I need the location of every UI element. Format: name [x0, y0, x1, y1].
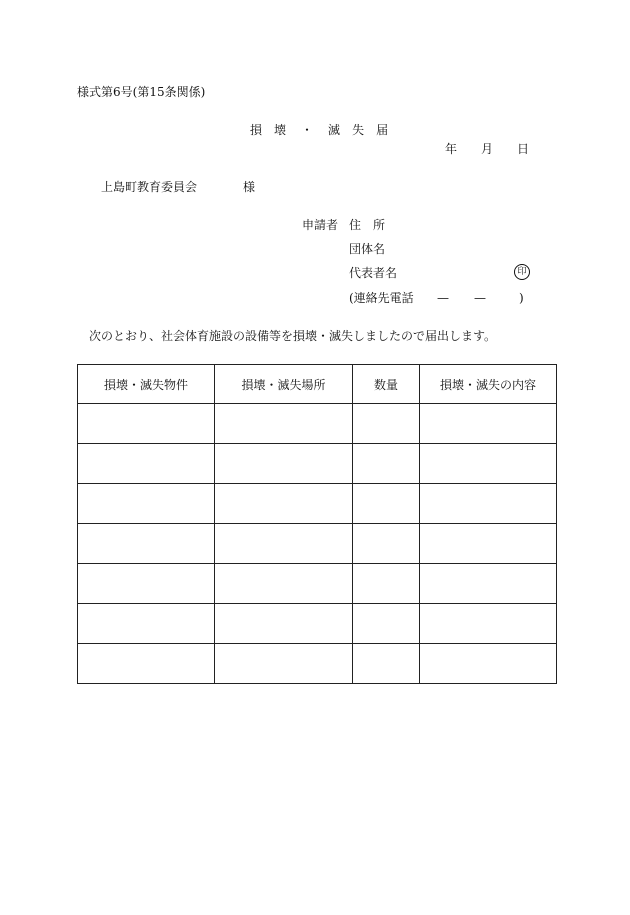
date-day: 日: [517, 142, 530, 156]
seal-mark: 印: [514, 264, 530, 280]
organization-label: 団体名: [349, 242, 386, 256]
cell-item[interactable]: [78, 484, 215, 524]
cell-quantity[interactable]: [353, 564, 420, 604]
table-header-row: [78, 365, 557, 404]
form-number: 様式第6号(第15条関係): [77, 85, 206, 99]
table-row: [78, 524, 557, 564]
title-char: 失: [352, 123, 365, 137]
representative-label: 代表者名: [349, 266, 398, 280]
table-row: [78, 484, 557, 524]
honorific: 様: [243, 180, 256, 194]
statement: 次のとおり、社会体育施設の設備等を損壊・滅失しましたので届出します。: [89, 329, 497, 343]
header-quantity: 数量: [353, 365, 420, 404]
cell-details[interactable]: [420, 604, 557, 644]
cell-location[interactable]: [215, 524, 353, 564]
cell-details[interactable]: [420, 484, 557, 524]
table-row: [78, 604, 557, 644]
title-char: 届: [376, 123, 389, 137]
cell-details[interactable]: [420, 444, 557, 484]
header-location: 損壊・滅失場所: [215, 365, 353, 404]
cell-location[interactable]: [215, 604, 353, 644]
cell-location[interactable]: [215, 444, 353, 484]
date-month: 月: [481, 142, 494, 156]
cell-item[interactable]: [78, 604, 215, 644]
cell-details[interactable]: [420, 524, 557, 564]
cell-details[interactable]: [420, 644, 557, 684]
cell-item[interactable]: [78, 524, 215, 564]
cell-details[interactable]: [420, 564, 557, 604]
cell-item[interactable]: [78, 404, 215, 444]
title-char: 壊: [274, 123, 287, 137]
phone-dash: —: [437, 291, 449, 305]
cell-item[interactable]: [78, 564, 215, 604]
cell-location[interactable]: [215, 404, 353, 444]
table-row: [78, 644, 557, 684]
cell-quantity[interactable]: [353, 604, 420, 644]
applicant-label: 申請者: [302, 218, 339, 232]
phone-paren-close: ): [519, 291, 524, 305]
cell-quantity[interactable]: [353, 484, 420, 524]
cell-item[interactable]: [78, 644, 215, 684]
address-label: 住 所: [349, 218, 386, 232]
table-row: [78, 444, 557, 484]
title-char: 滅: [328, 123, 341, 137]
phone-dash: —: [474, 291, 486, 305]
title-char: 損: [250, 123, 263, 137]
header-item: 損壊・滅失物件: [78, 365, 215, 404]
date-line: [445, 143, 529, 155]
cell-quantity[interactable]: [353, 524, 420, 564]
damage-report-table: [77, 364, 557, 684]
cell-location[interactable]: [215, 644, 353, 684]
cell-item[interactable]: [78, 444, 215, 484]
cell-quantity[interactable]: [353, 404, 420, 444]
table-row: [78, 404, 557, 444]
cell-quantity[interactable]: [353, 644, 420, 684]
contact-phone-label: (連絡先電話: [349, 291, 414, 305]
header-details: 損壊・滅失の内容: [420, 365, 557, 404]
form-title: [250, 124, 388, 136]
table-row: [78, 564, 557, 604]
cell-location[interactable]: [215, 564, 353, 604]
date-year: 年: [445, 142, 458, 156]
cell-details[interactable]: [420, 404, 557, 444]
title-char: ・: [301, 123, 314, 137]
addressee: 上島町教育委員会: [101, 180, 198, 194]
cell-quantity[interactable]: [353, 444, 420, 484]
cell-location[interactable]: [215, 484, 353, 524]
